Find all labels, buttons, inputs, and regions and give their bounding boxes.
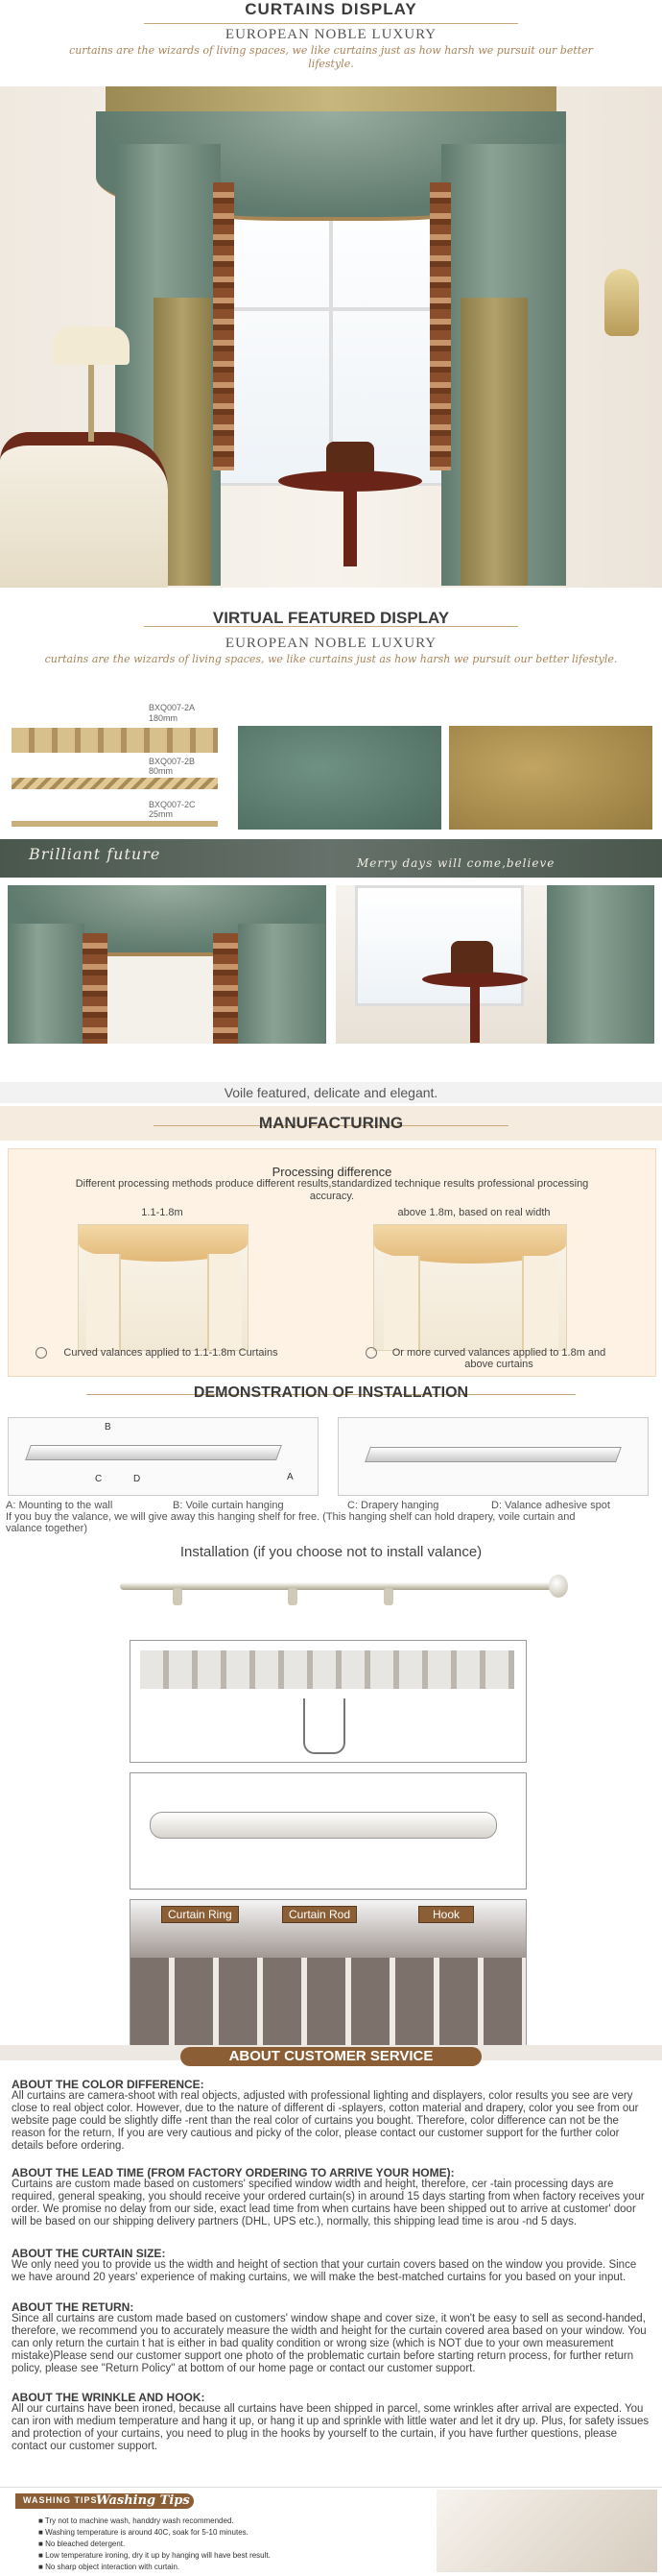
ring-rod-pleats <box>130 1958 526 2046</box>
rod-title: Installation (if you choose not to install valance) <box>179 1544 483 1560</box>
tip-5 <box>38 2563 179 2571</box>
pleat-stripes <box>140 1650 514 1689</box>
tip-1 <box>38 2516 234 2525</box>
left-bullet-icon <box>35 1347 47 1359</box>
left-valance-panel-b <box>207 1254 242 1350</box>
caption-d: D: Valance adhesive spot <box>491 1500 610 1511</box>
left-valance-panel-a <box>86 1254 121 1350</box>
manufacturing-title: MANUFACTURING <box>258 1114 404 1132</box>
right-valance-panel-b <box>522 1256 558 1350</box>
track-hook-diagram <box>130 1772 527 1890</box>
left-border <box>213 182 234 470</box>
voile-caption: Voile featured, delicate and elegant. <box>224 1085 438 1100</box>
tip-5-text: No sharp object interaction with curtain. <box>45 2563 180 2571</box>
rod-finial <box>549 1575 568 1598</box>
swatch-a-size: 180mm <box>149 713 178 723</box>
track-diagram-left <box>8 1417 319 1496</box>
washing-tips-script: Washing Tips <box>96 2493 190 2508</box>
trim-swatch-a <box>12 728 218 753</box>
fabric-swatch-olive <box>449 726 652 830</box>
track-hook-rail <box>150 1812 497 1839</box>
tip-bullet-icon: ■ <box>38 2551 46 2560</box>
lead-time-title: ABOUT THE LEAD TIME (FROM FACTORY ORDERING TO ARRIVE YOUR HOME): <box>12 2166 455 2179</box>
caption-b: B: Voile curtain hanging <box>173 1500 284 1511</box>
detail-photo-right <box>336 885 654 1044</box>
swatch-b-size: 80mm <box>149 766 174 776</box>
swatch-section <box>0 701 662 835</box>
manufacturing-header <box>0 1106 662 1141</box>
sofa <box>0 432 168 588</box>
pleat-diagram <box>130 1640 527 1763</box>
tip-1-text: Try not to machine wash, handdry wash recommended. <box>44 2516 234 2525</box>
track-letter-a: A <box>287 1472 294 1482</box>
right-valance-illustration <box>373 1224 567 1351</box>
installation-title: DEMONSTRATION OF INSTALLATION <box>193 1384 469 1401</box>
right-dimension: above 1.8m, based on real width <box>397 1207 551 1218</box>
header-section <box>0 0 662 84</box>
tip-3 <box>38 2540 125 2548</box>
trim-swatch-c <box>12 821 218 827</box>
detail-left-border-a <box>83 933 107 1044</box>
right-olive-panel <box>461 298 528 586</box>
telephone <box>326 442 374 472</box>
swatch-b-code: BXQ007-2B <box>149 757 196 766</box>
wall-sconce <box>604 269 639 336</box>
table-leg <box>343 490 357 566</box>
trim-swatch-b <box>12 778 218 789</box>
service-title: ABOUT CUSTOMER SERVICE <box>180 2047 482 2066</box>
return-text: Since all curtains are custom made based on customers' window shape and cover size, it won't be easy to sell as second-handed, therefore, we recommend you to accurately measure the width and height for the curtain covered area based on your window. You can only return the curtain t hat is either in bad quality condition or wrong size (which is NOT due to your own measurement mistake)Please send our customer support one photo of the problematic curtain before starting return process, for further return policy, please see "Return Policy" at bottom of our home page or contact our customer support. <box>12 2313 647 2374</box>
left-dimension: 1.1-1.8m <box>141 1207 183 1218</box>
tip-bullet-icon: ■ <box>38 2540 46 2548</box>
virtual-display-header <box>0 605 662 682</box>
header-rule <box>144 23 518 24</box>
track-rail-right <box>365 1447 622 1462</box>
left-valance-illustration <box>78 1224 248 1351</box>
banner-right-text: Merry days will come,believe <box>357 856 556 870</box>
processing-title: Processing difference <box>272 1165 392 1179</box>
swatch-a-code: BXQ007-2A <box>149 703 196 712</box>
virtual-slogan: curtains are the wizards of living spaces, we like curtains just as how harsh we pursuit our better lifestyle. <box>44 653 618 665</box>
track-diagram-right <box>338 1417 649 1496</box>
pleat-hook <box>303 1698 345 1754</box>
track-letter-b: B <box>105 1422 111 1432</box>
track-rail-left <box>25 1445 282 1460</box>
detail-left-drape-b <box>238 924 326 1044</box>
hero-image <box>0 86 662 588</box>
virtual-title: VIRTUAL FEATURED DISPLAY <box>212 609 450 627</box>
rod-section <box>0 1544 662 1603</box>
page-title: CURTAINS DISPLAY <box>0 0 662 19</box>
washing-photo <box>437 2490 657 2572</box>
detail-left-drape-a <box>8 924 84 1044</box>
detail-right-window <box>355 885 524 1006</box>
banner-left-text: Brilliant future <box>29 845 161 863</box>
detail-photos <box>0 885 662 1044</box>
rod-bracket-right <box>384 1588 393 1605</box>
tip-2-text: Washing temperature is around 40C, soak for 5-10 minutes. <box>45 2528 248 2537</box>
rod-bracket-left <box>173 1588 182 1605</box>
caption-c: C: Drapery hanging <box>347 1500 439 1511</box>
header-subtitle: EUROPEAN NOBLE LUXURY <box>225 27 437 42</box>
processing-desc: Different processing methods produce different results,standardized technique results professional processing accuracy. <box>75 1178 589 1202</box>
brilliant-banner <box>0 839 662 878</box>
label-hook: Hook <box>418 1906 474 1923</box>
side-table <box>278 470 422 492</box>
tip-bullet-icon: ■ <box>38 2528 46 2537</box>
right-caption: Or more curved valances applied to 1.8m and above curtains <box>391 1347 606 1370</box>
curtain-size-text: We only need you to provide us the width and height of section that your curtain covers based on the window you provide. Since we have around 20 years' experience of making curtains, we will make the best-matched curtains for you based on your input. <box>12 2259 637 2283</box>
tip-bullet-icon: ■ <box>38 2563 46 2571</box>
caption-a: A: Mounting to the wall <box>6 1500 113 1511</box>
header-slogan: curtains are the wizards of living spaces, we like curtains just as how harsh we pursuit our better lifestyle. <box>69 44 593 70</box>
lamp <box>53 326 130 365</box>
detail-right-table-leg <box>470 985 480 1043</box>
hook-diagrams <box>0 1632 662 2055</box>
tip-4-text: Low temperature ironing, dry it up by hanging will have best result. <box>45 2551 271 2560</box>
lead-time-text: Curtains are custom made based on customers' specified window width and height, therefore, cer -tain processing days are required, general speaking, you should receive your ordered curtain(s) in around 15 days starting from when factory receives your order. We promise no delay from our side, exact lead time from when curtains have been shipped out to arrive at customer' door will be based on our shipping delivery partners (DHL, UPS etc.), normally, this shipping lead time is arou -nd 5 days. <box>12 2179 645 2227</box>
label-curtain-ring: Curtain Ring <box>161 1906 239 1923</box>
right-border <box>430 182 451 470</box>
tip-bullet-icon: ■ <box>38 2516 45 2525</box>
processing-panel <box>8 1148 656 1377</box>
tip-3-text: No bleached detergent. <box>45 2540 126 2548</box>
label-curtain-rod: Curtain Rod <box>282 1906 357 1923</box>
detail-right-phone <box>451 941 493 974</box>
wrinkle-text: All our curtains have been ironed, because all curtains have been shipped in parcel, some wrinkles after arrival are expected. You can iron with medium temperature and hang it up, or hang it up and sprinkle with little water and let it dry up. Plus, for safety issues and protection of your curtains, you need to plug in the hooks by yourself to the curtain, if you have further questions, please contact our customer support. <box>12 2403 650 2452</box>
installation-header <box>0 1383 662 1406</box>
installation-captions <box>0 1500 662 1534</box>
ring-rod-hook-diagram <box>130 1899 527 2047</box>
fabric-swatch-green <box>238 726 441 830</box>
curtain-rod <box>120 1582 561 1590</box>
tip-2 <box>38 2528 248 2537</box>
right-bullet-icon <box>366 1347 377 1359</box>
track-diagrams <box>0 1415 662 1496</box>
washing-tips-label: WASHING TIPS <box>23 2495 98 2505</box>
left-caption: Curved valances applied to 1.1-1.8m Curtains <box>63 1347 278 1359</box>
virtual-subtitle: EUROPEAN NOBLE LUXURY <box>225 636 437 651</box>
cornice <box>106 86 556 111</box>
wrinkle-title: ABOUT THE WRINKLE AND HOOK: <box>12 2391 205 2404</box>
detail-right-drape <box>547 885 654 1044</box>
detail-left-border-b <box>213 933 238 1044</box>
rod-bracket-mid <box>288 1588 297 1605</box>
service-section <box>0 2045 662 2479</box>
voile-caption-band <box>0 1082 662 1103</box>
color-diff-title: ABOUT THE COLOR DIFFERENCE: <box>12 2078 204 2091</box>
tip-4 <box>38 2551 271 2560</box>
swatch-c-size: 25mm <box>149 809 174 819</box>
lamp-stand <box>88 365 94 442</box>
installation-note: If you buy the valance, we will give away this hanging shelf for free. (This hanging shelf can hold drapery, voile curtain and valance together) <box>6 1511 576 1534</box>
right-valance-panel-a <box>384 1256 420 1350</box>
return-title: ABOUT THE RETURN: <box>12 2300 134 2314</box>
swatch-c-code: BXQ007-2C <box>149 800 196 809</box>
track-letter-c: C <box>95 1474 103 1484</box>
color-diff-text: All curtains are camera-shoot with real objects, adjusted with professional lighting and displayers, color results you see are very close to real object color. However, due to the nature of different di -splayers, cotton material and drapery, color you see from our website page could be slightly diffe -rent than the real color of curtains you bought. Therefore, color difference can not be the reason for the return, If you are very cautious and picky of the color, please contact our customer support for the further color details before ordering. <box>12 2090 639 2152</box>
track-letter-d: D <box>133 1474 141 1484</box>
detail-photo-left <box>8 885 326 1044</box>
curtain-size-title: ABOUT THE CURTAIN SIZE: <box>12 2247 166 2260</box>
washing-tips-section <box>0 2487 662 2576</box>
window-mullion <box>329 192 333 480</box>
